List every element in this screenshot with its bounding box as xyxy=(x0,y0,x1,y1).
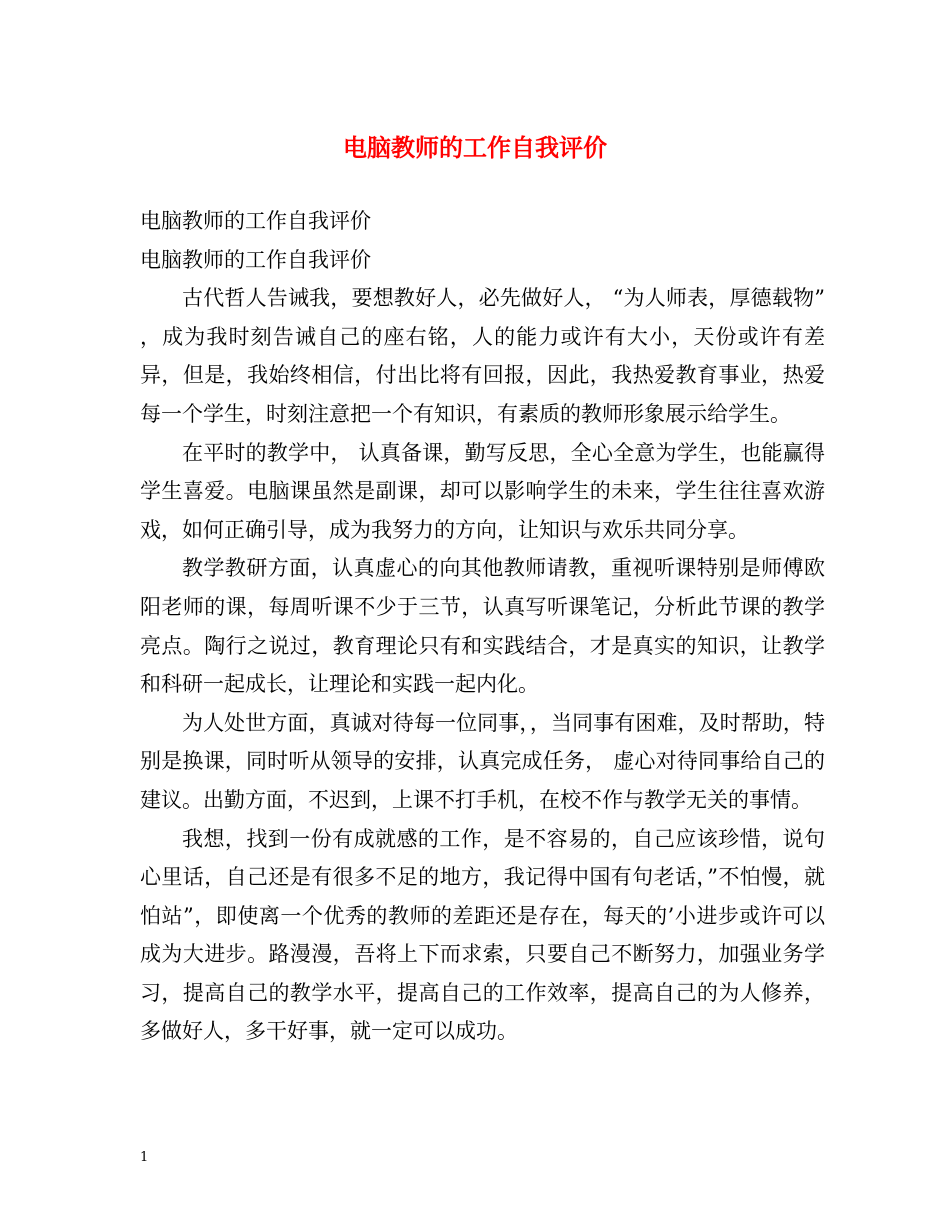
heading-line: 电脑教师的工作自我评价 xyxy=(140,209,371,233)
document-body xyxy=(140,202,825,1051)
page-number: 1 xyxy=(140,1150,149,1165)
paragraph: 我想，找到一份有成就感的工作，是不容易的，自己应该珍惜，说句心里话，自己还是有很多不足的地方，我记得中国有句老话，”不怕慢，就怕站”，即使离一个优秀的教师的差距还是存在，每天的’小进步或许可以成为大进步。路漫漫，吾将上下而求索，只要自己不断努力，加强业务学习，提高自己的教学水平，提高自己的工作效率，提高自己的为人修养，多做好人，多干好事，就一定可以成功。 xyxy=(140,826,825,1044)
page-title: 电脑教师的工作自我评价 xyxy=(343,133,607,162)
paragraph: 古代哲人告诫我，要想教好人，必先做好人， “为人师表，厚德载物” ，成为我时刻告诫自己的座右铭，人的能力或许有大小，天份或许有差异，但是，我始终相信，付出比将有回报，因此，我热爱教育事业，热爱每一个学生，时刻注意把一个有知识，有素质的教师形象展示给学生。 xyxy=(140,286,825,426)
paragraph: 为人处世方面，真诚对待每一位同事，，当同事有困难，及时帮助，特别是换课，同时听从领导的安排，认真完成任务， 虚心对待同事给自己的建议。出勤方面，不迟到，上课不打手机，在校不作与教学无关的事情。 xyxy=(140,710,825,812)
paragraph: 在平时的教学中， 认真备课，勤写反思，全心全意为学生，也能赢得学生喜爱。电脑课虽然是副课，却可以影响学生的未来，学生往往喜欢游戏，如何正确引导，成为我努力的方向，让知识与欢乐共同分享。 xyxy=(140,440,825,542)
paragraph: 教学教研方面，认真虚心的向其他教师请教，重视听课特别是师傅欧阳老师的课，每周听课不少于三节，认真写听课笔记，分析此节课的教学亮点。陶行之说过，教育理论只有和实践结合，才是真实的知识，让教学和科研一起成长，让理论和实践一起内化。 xyxy=(140,556,825,697)
heading-line: 电脑教师的工作自我评价 xyxy=(140,247,371,272)
